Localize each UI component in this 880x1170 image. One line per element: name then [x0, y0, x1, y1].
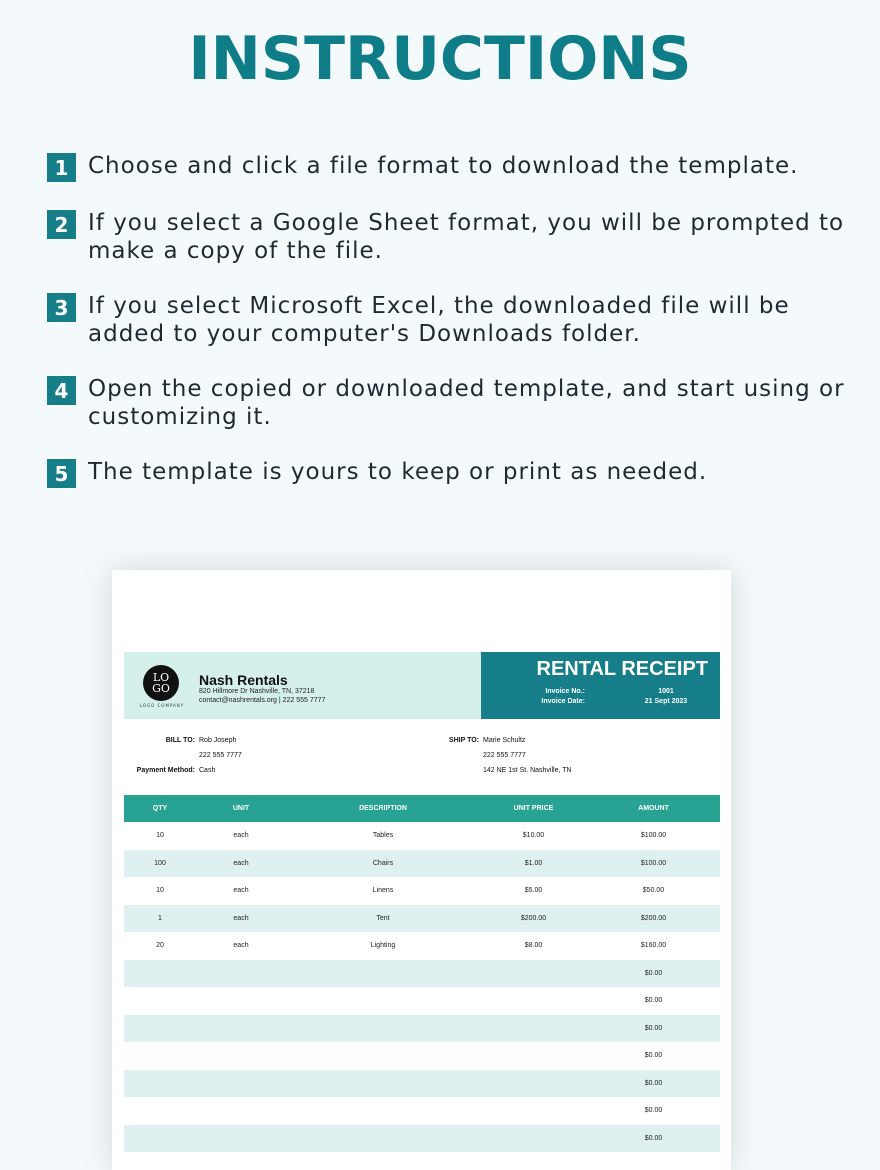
step-number-badge: 4: [47, 376, 76, 405]
table-row: [124, 1097, 720, 1125]
receipt-title: RENTAL RECEIPT: [536, 658, 708, 680]
cell-amount: $200.00: [640, 914, 667, 922]
company-name: Nash Rentals: [199, 672, 288, 688]
cell-unit: each: [233, 942, 249, 950]
payment-method-label: Payment Method:: [136, 767, 195, 774]
table-row: [124, 850, 720, 878]
ship-to-name: Marie Schultz: [483, 737, 526, 744]
ship-to-block: [412, 737, 712, 787]
cell-amount: $0.00: [644, 1079, 663, 1087]
company-block: [124, 652, 481, 719]
cell-amount: $0.00: [644, 969, 663, 977]
cell-qty: 10: [156, 832, 164, 840]
table-row: [124, 877, 720, 905]
step-number-badge: 5: [47, 459, 76, 488]
cell-unit-price: $200.00: [520, 914, 547, 922]
table-row: [124, 1070, 720, 1098]
ship-to-label: SHIP TO:: [448, 737, 479, 744]
cell-amount: $0.00: [644, 997, 663, 1005]
cell-amount: $100.00: [640, 859, 667, 867]
cell-description: Lighting: [370, 942, 396, 950]
cell-unit: each: [233, 859, 249, 867]
bill-to-label: BILL TO:: [165, 737, 195, 744]
step-2: [47, 209, 847, 265]
cell-amount: $0.00: [644, 1052, 663, 1060]
cell-unit-price: $1.00: [524, 859, 543, 867]
table-row: [124, 960, 720, 988]
company-contact: contact@nashrentals.org | 222 555 7777: [199, 697, 326, 704]
bill-to-name: Rob Joseph: [199, 737, 237, 744]
items-table: [124, 795, 720, 1152]
step-text: Open the copied or downloaded template, and start using or customizing it.: [88, 376, 845, 430]
logo-text-top: LO: [152, 671, 170, 684]
table-row: [124, 987, 720, 1015]
step-3: [47, 292, 847, 348]
instruction-steps: [47, 152, 847, 515]
bill-to-phone: 222 555 7777: [199, 752, 242, 759]
cell-description: Tent: [376, 914, 390, 922]
cell-qty: 1: [158, 914, 162, 922]
cell-unit: each: [233, 832, 249, 840]
cell-amount: $0.00: [644, 1024, 663, 1032]
cell-qty: 20: [156, 942, 164, 950]
step-text: Choose and click a file format to download the template.: [88, 153, 799, 179]
invoice-date: 21 Sept 2023: [644, 698, 688, 705]
cell-unit-price: $5.00: [524, 887, 543, 895]
ship-to-phone: 222 555 7777: [483, 752, 526, 759]
bill-to-block: [112, 737, 412, 787]
cell-description: Tables: [372, 832, 394, 840]
cell-unit-price: $8.00: [524, 942, 543, 950]
logo-subtitle: LOGO COMPANY: [139, 703, 185, 708]
receipt-title-block: [481, 652, 720, 719]
payment-method: Cash: [199, 767, 216, 774]
cell-description: Linens: [372, 887, 394, 895]
cell-amount: $50.00: [642, 887, 665, 895]
step-number-badge: 2: [47, 210, 76, 239]
cell-description: Chairs: [372, 859, 394, 867]
company-address: 820 Hillmore Dr Nashville, TN, 37218: [199, 688, 315, 695]
logo-icon: [143, 665, 179, 701]
step-5: [47, 458, 847, 488]
logo-text-bottom: GO: [152, 682, 170, 695]
table-row: [124, 822, 720, 850]
cell-amount: $100.00: [640, 832, 667, 840]
col-amount: AMOUNT: [638, 805, 669, 812]
step-number-badge: 3: [47, 293, 76, 322]
cell-unit: each: [233, 914, 249, 922]
table-body: [124, 822, 720, 1152]
invoice-number: 1001: [658, 688, 674, 695]
step-4: [47, 375, 847, 431]
cell-qty: 10: [156, 887, 164, 895]
table-header: [124, 795, 720, 822]
cell-amount: $160.00: [640, 942, 667, 950]
page-title: INSTRUCTIONS: [188, 24, 692, 94]
receipt-preview: [112, 570, 731, 1170]
col-qty: QTY: [152, 805, 168, 812]
ship-to-address: 142 NE 1st St. Nashville, TN: [483, 767, 572, 774]
col-description: DESCRIPTION: [359, 805, 407, 812]
receipt-header: [124, 652, 720, 719]
step-text: If you select Microsoft Excel, the downloaded file will be added to your computer's Downloads folder.: [88, 293, 790, 347]
invoice-date-label: Invoice Date:: [541, 698, 585, 705]
step-text: The template is yours to keep or print as needed.: [88, 459, 708, 485]
col-unit-price: UNIT PRICE: [513, 805, 554, 812]
cell-unit-price: $10.00: [522, 832, 545, 840]
step-text: If you select a Google Sheet format, you will be prompted to make a copy of the file.: [88, 210, 845, 264]
col-unit: UNIT: [232, 805, 250, 812]
step-number-badge: 1: [47, 153, 76, 182]
cell-unit: each: [233, 887, 249, 895]
table-row: [124, 1125, 720, 1153]
step-1: [47, 152, 847, 182]
table-row: [124, 1042, 720, 1070]
cell-amount: $0.00: [644, 1134, 663, 1142]
cell-amount: $0.00: [644, 1107, 663, 1115]
table-row: [124, 932, 720, 960]
table-row: [124, 1015, 720, 1043]
invoice-number-label: Invoice No.:: [545, 688, 585, 695]
cell-qty: 100: [154, 859, 166, 867]
table-row: [124, 905, 720, 933]
